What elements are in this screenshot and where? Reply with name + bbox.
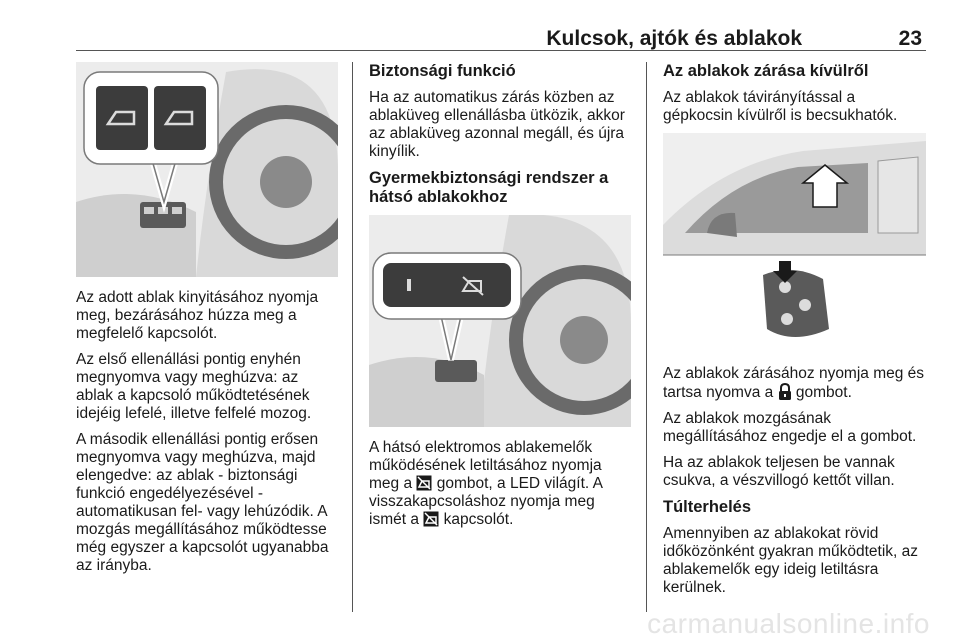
paragraph: Az adott ablak kinyitásához nyomja meg, bezárásához húzza meg a megfelelő kapcsolót. [76,289,319,342]
paragraph: Az ablakok zárásához nyomja meg és tartsa nyomva a gombot. [663,365,925,401]
child-lock-icon [423,511,439,527]
section-heading: Biztonsági funkció [369,62,516,80]
lock-icon [778,383,792,400]
door-window-switch-illustration [76,62,338,277]
column-divider-2 [646,62,647,612]
column-divider-1 [352,62,353,612]
watermark: carmanualsonline.info [647,608,930,639]
remote-key-illustration [763,270,829,337]
car-window-illustration [663,133,926,353]
paragraph: A hátsó elektromos ablakemelők működésének letiltásához nyomja meg a gombot, a LED világít. A visszakapcsoláshoz nyomja meg ismét a kapcsolót. [369,439,603,528]
paragraph: Az ablakok mozgásának megállításához engedje el a gombot. [663,410,917,445]
paragraph: Amennyiben az ablakokat rövid időközönként gyakran működtetik, az ablakemelők egy ideig letiltásra kerülnek. [663,525,919,596]
header-rule [76,50,926,51]
column-1 [76,62,338,583]
paragraph: Ha az ablakok teljesen be vannak csukva, a vészvillogó kettőt villan. [663,454,895,489]
section-heading: Túlterhelés [663,498,752,516]
section-heading: Az ablakok zárása kívülről [663,62,869,80]
child-lock-icon [416,475,432,491]
paragraph: A második ellenállási pontig erősen megnyomva vagy meghúzva, majd elengedve: az ablak - biztonsági funkció engedélyezésével - automatikusan fel- vagy lehúzódik. A mozgás megállításához működtesse még egyszer a kapcsolót ugyanabba az irányba. [76,431,329,574]
paragraph: Ha az automatikus zárás közben az ablaküveg ellenállásba ütközik, akkor az ablaküveg azonnal megáll, és újra kinyílik. [369,89,625,160]
header-title: Kulcsok, ajtók és ablakok [546,27,802,50]
column-2 [369,62,631,537]
page-number: 23 [898,27,922,50]
child-safety-switch-illustration [369,215,631,427]
paragraph: Az ablakok távirányítással a gépkocsin kívülről is becsukhatók. [663,89,898,124]
section-heading: Gyermekbiztonsági rendszer a hátsó ablakokhoz [369,169,609,206]
paragraph: Az első ellenállási pontig enyhén megnyomva vagy meghúzva: az ablak a kapcsoló működtetésének idejéig lefelé, illetve felfelé mozog. [76,351,312,422]
column-3 [663,62,926,605]
